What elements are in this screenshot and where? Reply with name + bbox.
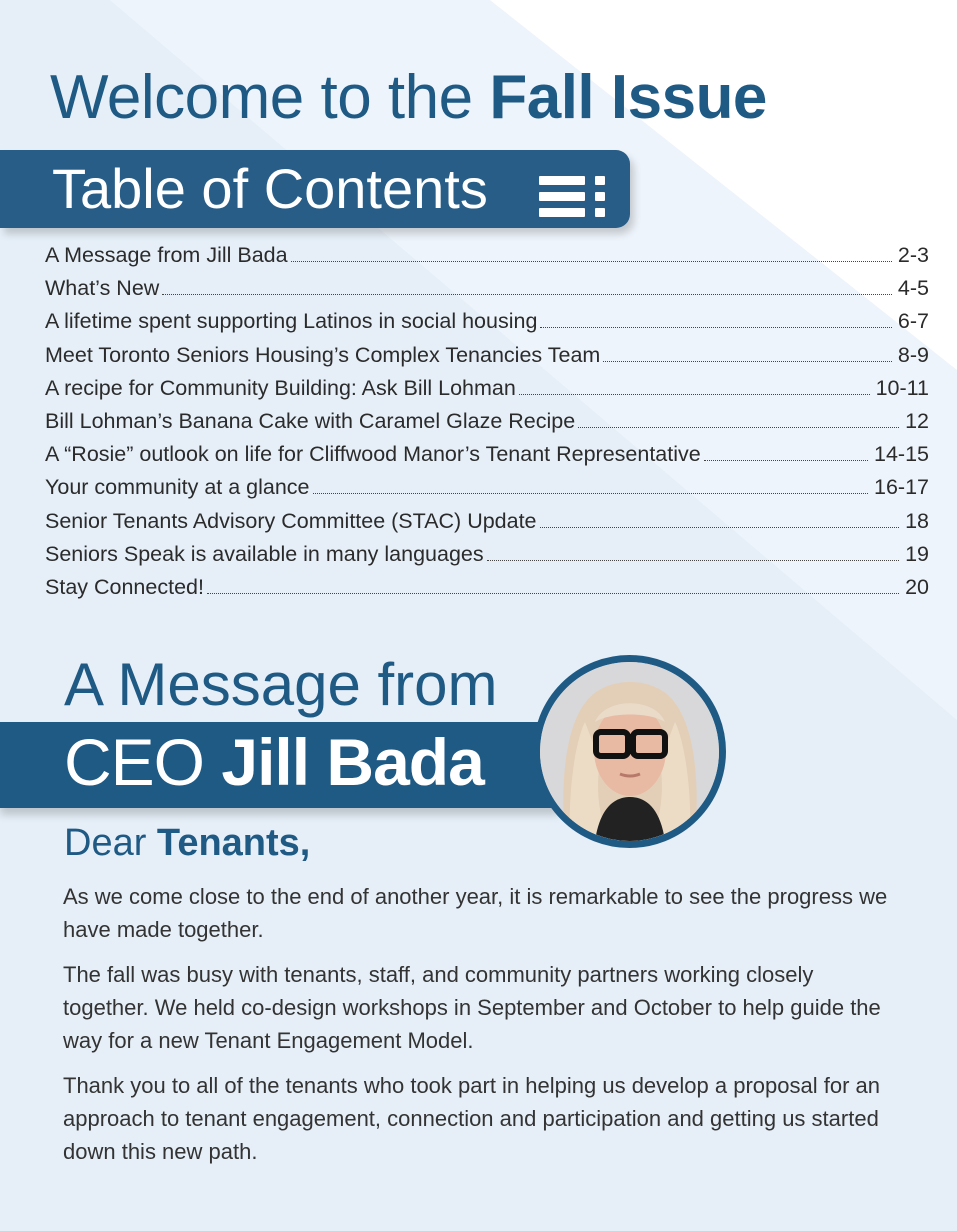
toc-item[interactable]: Bill Lohman’s Banana Cake with Caramel Glaze Recipe 12 xyxy=(45,408,929,433)
dot-leader xyxy=(540,327,892,328)
dot-leader xyxy=(162,294,892,295)
toc-item[interactable]: Seniors Speak is available in many languages 19 xyxy=(45,541,929,566)
toc-item[interactable]: Your community at a glance 16-17 xyxy=(45,475,929,500)
toc-item[interactable]: A lifetime spent supporting Latinos in social housing 6-7 xyxy=(45,309,929,334)
dot-leader xyxy=(578,427,899,428)
paragraph: Thank you to all of the tenants who took part in helping us develop a proposal for an approach to tenant engagement, connection and participation and getting us started down this new path. xyxy=(63,1073,880,1164)
message-heading-line1: A Message from xyxy=(64,651,498,718)
toc-item[interactable]: A “Rosie” outlook on life for Cliffwood Manor’s Tenant Representative 14-15 xyxy=(45,442,929,467)
dot-leader xyxy=(291,261,892,262)
ceo-portrait xyxy=(533,655,726,848)
toc-item[interactable]: A Message from Jill Bada 2-3 xyxy=(45,243,929,267)
toc-list xyxy=(45,243,929,608)
list-icon xyxy=(537,174,609,222)
page-title: Welcome to the Fall Issue xyxy=(50,63,767,132)
dot-leader xyxy=(603,361,892,362)
dot-leader xyxy=(519,394,870,395)
toc-item[interactable]: Meet Toronto Seniors Housing’s Complex Tenancies Team 8-9 xyxy=(45,342,929,367)
toc-item[interactable]: Senior Tenants Advisory Committee (STAC) Update 18 xyxy=(45,508,929,533)
toc-heading: Table of Contents xyxy=(52,157,488,220)
portrait-illustration xyxy=(540,662,719,841)
message-heading-line2: CEO Jill Bada xyxy=(64,725,484,799)
dot-leader xyxy=(487,560,899,561)
dot-leader xyxy=(704,460,868,461)
toc-item[interactable]: Stay Connected! 20 xyxy=(45,574,929,599)
toc-banner xyxy=(0,150,630,228)
paragraph: The fall was busy with tenants, staff, and community partners working closely together. We held co-design workshops in September and October to help guide the way for a new Tenant Engagement Model. xyxy=(63,962,881,1053)
toc-item[interactable]: A recipe for Community Building: Ask Bill Lohman 10-11 xyxy=(45,375,929,400)
paragraph: As we come close to the end of another year, it is remarkable to see the progress we have made together. xyxy=(63,884,888,942)
salutation: Dear Tenants, xyxy=(64,822,311,864)
message-banner xyxy=(0,722,560,808)
toc-item[interactable]: What’s New 4-5 xyxy=(45,276,929,301)
dot-leader xyxy=(207,593,899,594)
message-body xyxy=(63,880,893,1180)
dot-leader xyxy=(313,493,868,494)
dot-leader xyxy=(540,527,900,528)
